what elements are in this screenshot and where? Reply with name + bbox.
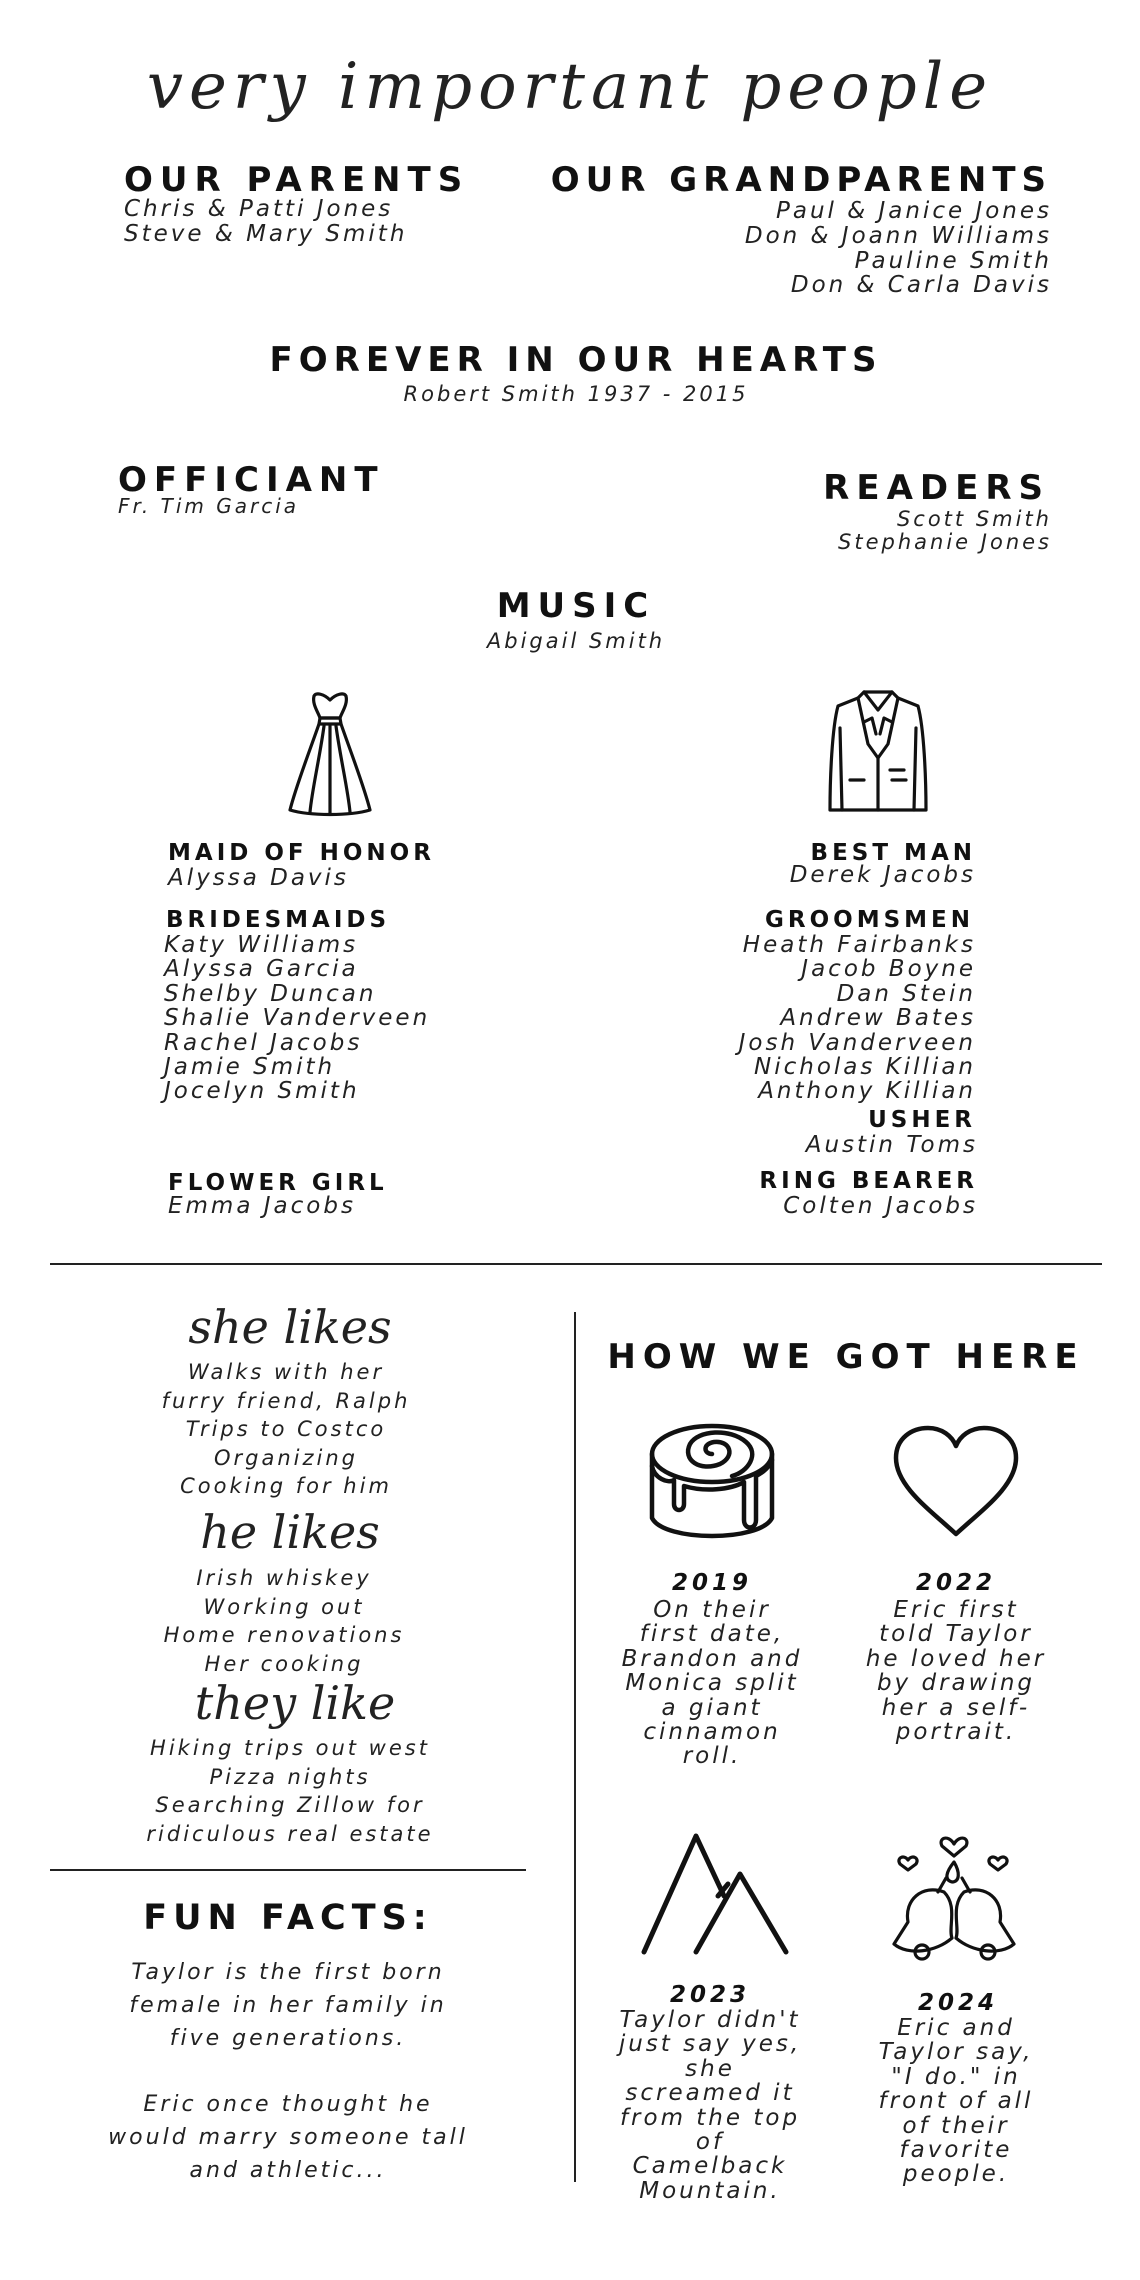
heart-icon (890, 1424, 1022, 1540)
mountain-icon (640, 1832, 790, 1956)
fun-fact-line: would marry someone tall (108, 2125, 468, 2150)
likes-item: Pizza nights (209, 1764, 371, 1789)
timeline-line: just say yes, (618, 2031, 802, 2058)
usher-title: USHER (868, 1107, 976, 1133)
column-divider (574, 1312, 576, 2182)
fun-facts-title: FUN FACTS: (143, 1898, 433, 1938)
dress-icon (280, 690, 380, 818)
timeline-line: roll. (682, 1743, 742, 1770)
groomsmen-list (739, 933, 976, 1104)
timeline-line: Eric first (893, 1597, 1019, 1623)
likes-item: Searching Zillow for (155, 1793, 425, 1818)
likes-item: Organizing (213, 1445, 358, 1470)
script-title: very important people (146, 50, 994, 124)
fun-fact-line: and athletic... (189, 2158, 387, 2183)
timeline-line: of their (902, 2112, 1010, 2139)
officiant-name: Fr. Tim Garcia (118, 494, 300, 518)
groomsman-name: Nicholas Killian (754, 1053, 976, 1080)
likes-item: Working out (203, 1594, 365, 1619)
bridesmaid-name: Shalie Vanderveen (164, 1005, 431, 1032)
timeline-line: portrait. (895, 1718, 1017, 1745)
timeline-year: 2022 (915, 1570, 997, 1596)
groomsman-name: Jacob Boyne (801, 956, 976, 983)
best-man-title: BEST MAN (810, 840, 976, 866)
fun-facts-divider (50, 1869, 526, 1871)
grandparent-name: Pauline Smith (854, 247, 1052, 274)
timeline-line: Eric and (897, 2015, 1015, 2041)
wedding-bells-icon (886, 1832, 1028, 1964)
timeline-line: screamed it (625, 2080, 795, 2107)
groomsman-name: Josh Vanderveen (738, 1029, 976, 1056)
likes-item: Trips to Costco (185, 1417, 387, 1442)
timeline-year: 2024 (917, 1990, 999, 2016)
they-like-list (146, 1734, 433, 1848)
readers-names (838, 508, 1052, 554)
bridesmaid-name: Katy Williams (164, 932, 359, 958)
likes-item: Cooking for him (180, 1474, 392, 1499)
bridesmaid-name: Jocelyn Smith (164, 1078, 360, 1105)
parent-name: Steve & Mary Smith (124, 220, 408, 247)
she-likes-title: she likes (188, 1300, 392, 1354)
flower-girl-name: Emma Jacobs (168, 1193, 356, 1219)
timeline-text (622, 1598, 803, 1769)
they-like-title: they like (194, 1676, 396, 1730)
timeline-line: she (685, 2055, 735, 2082)
grandparents-title: OUR GRANDPARENTS (550, 160, 1052, 200)
timeline-line: from the top (619, 2104, 801, 2131)
timeline-text (866, 1598, 1046, 1744)
grandparent-name: Paul & Janice Jones (775, 198, 1052, 224)
timeline-line: first date, (639, 1621, 785, 1648)
groomsman-name: Andrew Bates (780, 1005, 976, 1032)
parent-name: Chris & Patti Jones (124, 196, 394, 222)
maid-of-honor-name: Alyssa Davis (168, 865, 349, 891)
usher-name: Austin Toms (805, 1132, 978, 1158)
likes-item: Hiking trips out west (150, 1736, 430, 1760)
groomsman-name: Anthony Killian (758, 1078, 976, 1105)
timeline-line: Monica split (625, 1670, 799, 1697)
readers-title: READERS (823, 468, 1050, 508)
memorial-title: FOREVER IN OUR HEARTS (269, 340, 883, 380)
parents-title: OUR PARENTS (124, 160, 470, 200)
she-likes-list (162, 1358, 411, 1501)
likes-item: Her cooking (204, 1651, 364, 1676)
bridesmaid-name: Alyssa Garcia (164, 956, 359, 983)
section-divider (50, 1263, 1102, 1265)
bridesmaid-name: Shelby Duncan (164, 980, 377, 1007)
timeline-text (879, 2016, 1034, 2187)
grandparents-names (745, 199, 1052, 298)
likes-item: Home renovations (163, 1623, 405, 1648)
he-likes-title: he likes (200, 1505, 380, 1559)
he-likes-list (164, 1564, 405, 1678)
grandparent-name: Don & Joann Williams (744, 222, 1052, 249)
bridesmaids-list (164, 933, 430, 1104)
officiant-title: OFFICIANT (118, 460, 385, 500)
suit-icon (828, 688, 928, 818)
groomsmen-title: GROOMSMEN (765, 907, 974, 933)
bridesmaid-name: Jamie Smith (164, 1053, 336, 1080)
timeline-line: favorite (899, 2136, 1013, 2163)
reader-name: Scott Smith (896, 507, 1052, 531)
timeline-line: Taylor didn't (619, 2007, 801, 2033)
fun-fact-1 (129, 1956, 446, 2055)
ring-bearer-title: RING BEARER (759, 1168, 978, 1194)
timeline-line: told Taylor (879, 1621, 1033, 1648)
cinnamon-roll-icon (644, 1420, 780, 1546)
timeline-line: Brandon and (621, 1645, 803, 1672)
groomsman-name: Dan Stein (836, 980, 976, 1007)
timeline-line: Camelback (632, 2153, 788, 2180)
music-name: Abigail Smith (486, 629, 666, 653)
parents-names (124, 197, 407, 247)
music-title: MUSIC (496, 586, 656, 626)
timeline-line: Mountain. (639, 2177, 781, 2204)
likes-item: furry friend, Ralph (161, 1388, 411, 1413)
timeline-line: Taylor say, (878, 2039, 1034, 2066)
timeline-year: 2019 (671, 1570, 753, 1596)
fun-fact-line: five generations. (169, 2026, 407, 2051)
likes-item: ridiculous real estate (146, 1821, 434, 1846)
timeline-year: 2023 (669, 1982, 751, 2008)
fun-fact-2 (108, 2088, 468, 2187)
timeline-line: people. (902, 2161, 1010, 2188)
timeline-line: "I do." in (891, 2063, 1021, 2090)
fun-fact-line: female in her family in (129, 1993, 447, 2018)
timeline-line: cinnamon (643, 1718, 781, 1745)
best-man-name: Derek Jacobs (789, 862, 976, 888)
timeline-line: by drawing (876, 1670, 1036, 1697)
timeline-line: On their (653, 1597, 771, 1623)
flower-girl-title: FLOWER GIRL (168, 1170, 388, 1196)
timeline-text (619, 2008, 801, 2203)
groomsman-name: Heath Fairbanks (742, 932, 976, 958)
timeline-title: HOW WE GOT HERE (607, 1337, 1085, 1377)
maid-of-honor-title: MAID OF HONOR (168, 840, 435, 866)
bridesmaid-name: Rachel Jacobs (164, 1029, 363, 1056)
likes-item: Irish whiskey (196, 1566, 372, 1590)
timeline-line: of (695, 2128, 725, 2155)
fun-fact-line: Taylor is the first born (131, 1960, 445, 1985)
ring-bearer-name: Colten Jacobs (783, 1193, 978, 1219)
likes-item: Walks with her (187, 1360, 385, 1384)
grandparent-name: Don & Carla Davis (790, 272, 1052, 299)
fun-fact-line: Eric once thought he (143, 2092, 433, 2117)
bridesmaids-title: BRIDESMAIDS (166, 907, 391, 933)
timeline-line: a giant (661, 1694, 763, 1721)
timeline-line: her a self- (881, 1694, 1031, 1721)
memorial-text: Robert Smith 1937 - 2015 (403, 382, 749, 406)
reader-name: Stephanie Jones (838, 530, 1052, 555)
timeline-line: front of all (878, 2088, 1034, 2115)
timeline-line: he loved her (865, 1645, 1047, 1672)
